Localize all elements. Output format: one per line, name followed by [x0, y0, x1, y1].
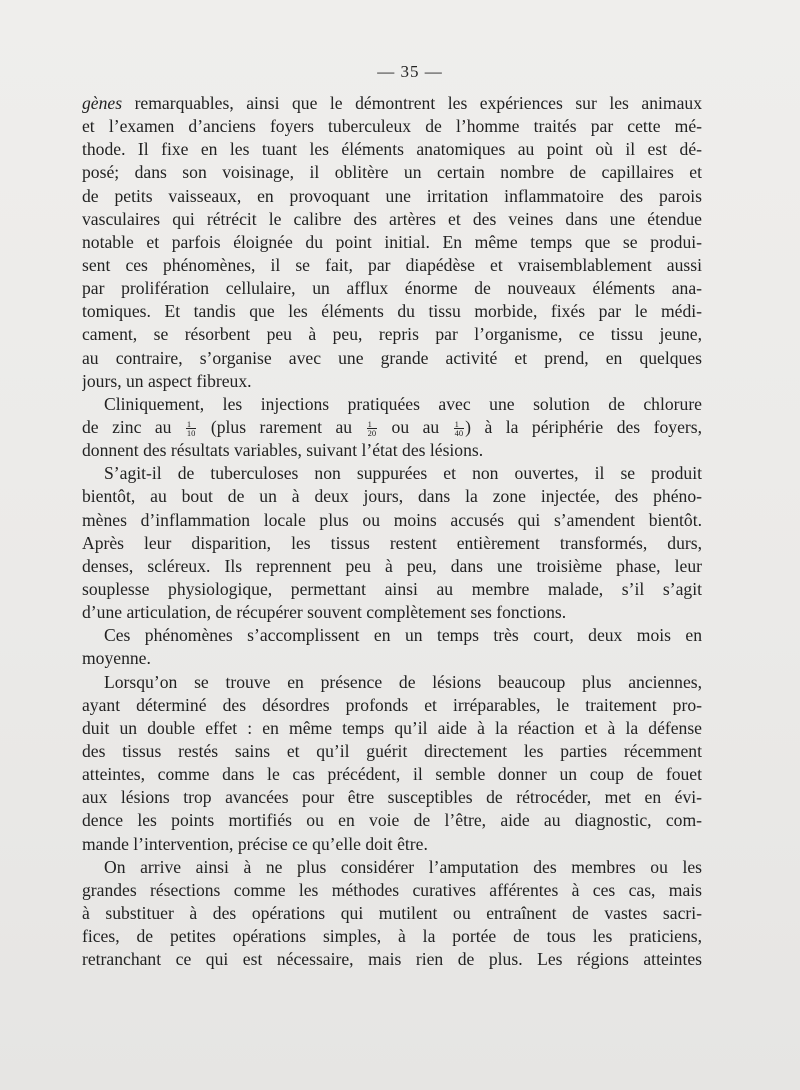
line-text: Cliniquement, les injections pratiquées avec une solution de chlorure [104, 393, 702, 414]
text-line [82, 208, 702, 231]
fraction [186, 420, 197, 438]
text-line [82, 185, 702, 208]
line-text: grandes résections comme les méthodes curatives afférentes à ces cas, mais [82, 879, 702, 900]
line-text: jours, un aspect fibreux. [82, 370, 252, 391]
text-line [82, 138, 702, 161]
line-text: notable et parfois éloignée du point initial. En même temps que se produi- [82, 231, 702, 252]
text-line [82, 717, 702, 740]
text-line [82, 578, 702, 601]
fraction [367, 420, 378, 438]
line-text: aux lésions trop avancées pour être susceptibles de rétrocéder, met en évi- [82, 787, 702, 808]
line-text: atteintes, comme dans le cas précédent, il semble donner un coup de fouet [82, 764, 702, 785]
text-line [82, 115, 702, 138]
text-line [82, 323, 702, 346]
line-text: Lorsqu’on se trouve en présence de lésions beaucoup plus anciennes, [104, 671, 702, 692]
line-text: souplesse physiologique, permettant ainsi au membre malade, s’il s’agit [82, 578, 702, 599]
text-line [82, 624, 702, 647]
line-text: fices, de petites opérations simples, à la portée de tous les praticiens, [82, 926, 702, 947]
line-text: vasculaires qui rétrécit le calibre des artères et des veines dans une étendue [82, 208, 702, 229]
line-text: remarquables, ainsi que le démontrent les expériences sur les animaux [122, 93, 702, 113]
text-line [82, 763, 702, 786]
fraction-denominator: 40 [454, 428, 464, 439]
text-line [82, 925, 702, 948]
text-line [82, 856, 702, 879]
line-text: dence les points mortifiés ou en voie de l’être, aide au diagnostic, com- [82, 810, 702, 831]
line-text: tomiques. Et tandis que les éléments du tissu morbide, fixés par le médi- [82, 301, 702, 322]
text-line [82, 485, 702, 508]
line-text: et l’examen d’anciens foyers tuberculeux de l’homme traités par cette mé- [82, 116, 702, 137]
text-fragment: ) à la périphérie des foyers, [465, 416, 702, 437]
line-text: sent ces phénomènes, il se fait, par diapédèse et vraisemblablement aussi [82, 254, 702, 275]
line-text: au contraire, s’organise avec une grande activité et prend, en quelques [82, 347, 702, 368]
line-text: cament, se résorbent peu à peu, repris par l’organisme, ce tissu jeune, [82, 324, 702, 345]
line-text: S’agit-il de tuberculoses non suppurées et non ouvertes, il se produit [104, 463, 702, 484]
line-text: d’une articulation, de récupérer souvent complètement ses fonctions. [82, 602, 567, 623]
text-line [82, 347, 702, 370]
text-line [82, 647, 702, 670]
text-line [82, 393, 702, 416]
line-text: posé; dans son voisinage, il oblitère un certain nombre de capillaires et [82, 162, 702, 183]
line-text: denses, scléreux. Ils reprennent peu à peu, dans une troisième phase, leur [82, 555, 702, 576]
text-fragment: (plus rarement au [197, 416, 366, 437]
text-line [82, 277, 702, 300]
text-line [82, 694, 702, 717]
line-text: donnent des résultats variables, suivant l’état des lésions. [82, 440, 484, 461]
text-line [82, 786, 702, 809]
text-line [82, 300, 702, 323]
line-text: Ces phénomènes s’accomplissent en un temps très court, deux mois en [104, 625, 702, 646]
text-line [82, 740, 702, 763]
text-line [82, 509, 702, 532]
text-line [82, 555, 702, 578]
page-number: — 35 — [377, 62, 443, 81]
line-text: moyenne. [82, 648, 151, 669]
fraction-denominator: 10 [186, 428, 196, 439]
text-line [82, 671, 702, 694]
body-text [82, 92, 702, 971]
line-text: bientôt, au bout de un à deux jours, dans la zone injectée, des phéno- [82, 486, 702, 507]
text-line [82, 948, 702, 971]
line-text: On arrive ainsi à ne plus considérer l’amputation des membres ou les [104, 856, 702, 877]
text-line [82, 92, 702, 115]
line-text: ayant déterminé des désordres profonds et irréparables, le traitement pro- [82, 694, 702, 715]
line-text: de petits vaisseaux, en provoquant une irritation inflammatoire des parois [82, 185, 702, 206]
text-line [82, 231, 702, 254]
fraction-numerator: 1 [367, 420, 378, 430]
line-text: mènes d’inflammation locale plus ou moins accusés qui s’amendent bientôt. [82, 509, 702, 530]
text-line [82, 439, 702, 462]
fraction [454, 420, 465, 438]
text-line [82, 601, 702, 624]
line-text: à substituer à des opérations qui mutilent ou entraînent de vastes sacri- [82, 902, 702, 923]
text-line [82, 416, 702, 439]
line-text: par prolifération cellulaire, un afflux énorme de nouveaux éléments ana- [82, 278, 702, 299]
text-line [82, 370, 702, 393]
fraction-denominator: 20 [367, 428, 377, 439]
text-line [82, 532, 702, 555]
text-fragment: ou au [378, 416, 453, 437]
line-text: Après leur disparition, les tissus restent entièrement transformés, durs, [82, 532, 702, 553]
text-fragment: de zinc au [82, 416, 185, 437]
text-line [82, 161, 702, 184]
fraction-numerator: 1 [454, 420, 465, 430]
italic-word: gènes [82, 93, 123, 113]
line-text: retranchant ce qui est nécessaire, mais rien de plus. Les régions atteintes [82, 949, 702, 970]
fraction-numerator: 1 [186, 420, 197, 430]
text-line [82, 833, 702, 856]
text-line [82, 902, 702, 925]
line-text: mande l’intervention, précise ce qu’elle doit être. [82, 833, 428, 854]
line-text: des tissus restés sains et qu’il guérit directement les parties récemment [82, 740, 702, 761]
line-text: duit un double effet : en même temps qu’il aide à la réaction et à la défense [82, 717, 702, 738]
text-line [82, 462, 702, 485]
text-line [82, 879, 702, 902]
line-text: thode. Il fixe en les tuant les éléments anatomiques au point où il est dé- [82, 139, 702, 160]
text-line [82, 254, 702, 277]
text-line [82, 809, 702, 832]
